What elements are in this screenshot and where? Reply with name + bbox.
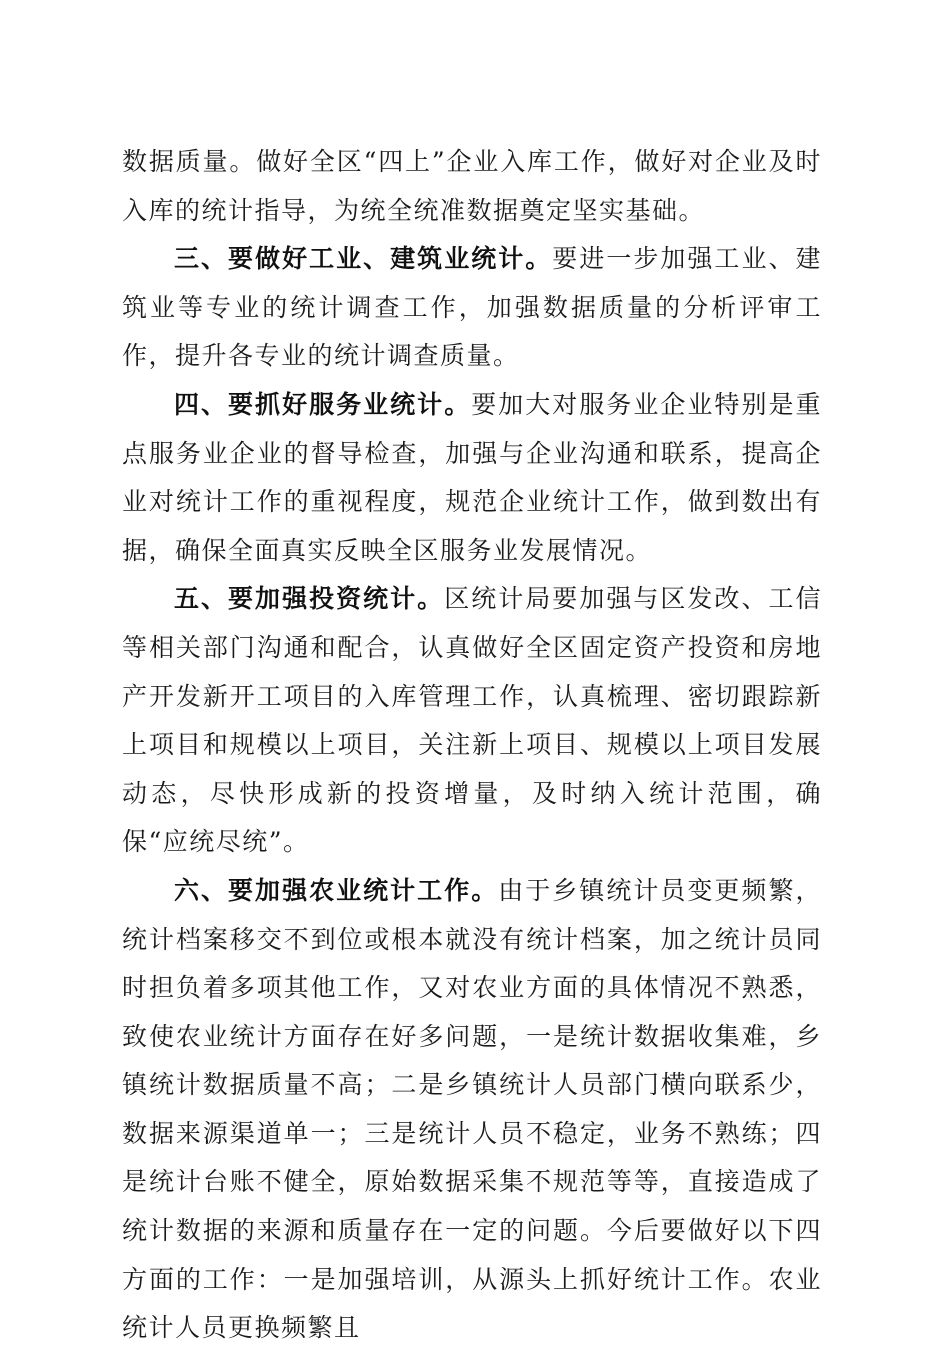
paragraph-text: 区统计局要加强与区发改、工信等相关部门沟通和配合，认真做好全区固定资产投资和房地产开发新开工项目的入库管理工作，认真梳理、密切跟踪新上项目和规模以上项目，关注新上项目、规模以上项目发展动态，尽快形成新的投资增量，及时纳入统计范围，确保“应统尽统”。 [122, 584, 822, 857]
section-heading: 四、要抓好服务业统计。 [174, 389, 472, 419]
paragraph-industry-construction [122, 235, 822, 381]
document-body [122, 138, 822, 1353]
section-heading: 五、要加强投资统计。 [174, 584, 445, 614]
paragraph-investment [122, 575, 822, 867]
paragraph-agriculture [122, 867, 822, 1353]
paragraph-text: 要加大对服务业企业特别是重点服务业企业的督导检查，加强与企业沟通和联系，提高企业对统计工作的重视程度，规范企业统计工作，做到数出有据，确保全面真实反映全区服务业发展情况。 [122, 389, 822, 565]
paragraph-text: 由于乡镇统计员变更频繁，统计档案移交不到位或根本就没有统计档案，加之统计员同时担负着多项其他工作，又对农业方面的具体情况不熟悉，致使农业统计方面存在好多问题，一是统计数据收集难，乡镇统计数据质量不高；二是乡镇统计人员部门横向联系少，数据来源渠道单一；三是统计人员不稳定，业务不熟练；四是统计台账不健全，原始数据采集不规范等等，直接造成了统计数据的来源和质量存在一定的问题。今后要做好以下四方面的工作：一是加强培训，从源头上抓好统计工作。农业统计人员更换频繁且 [122, 875, 822, 1343]
paragraph-text: 要进一步加强工业、建筑业等专业的统计调查工作，加强数据质量的分析评审工作，提升各专业的统计调查质量。 [122, 244, 822, 371]
paragraph-text: 数据质量。做好全区“四上”企业入库工作，做好对企业及时入库的统计指导，为统全统准数据奠定坚实基础。 [122, 147, 822, 225]
section-heading: 六、要加强农业统计工作。 [174, 875, 499, 905]
paragraph-service-industry [122, 381, 822, 575]
section-heading: 三、要做好工业、建筑业统计。 [174, 244, 553, 274]
paragraph-data-quality-continuation [122, 138, 822, 235]
